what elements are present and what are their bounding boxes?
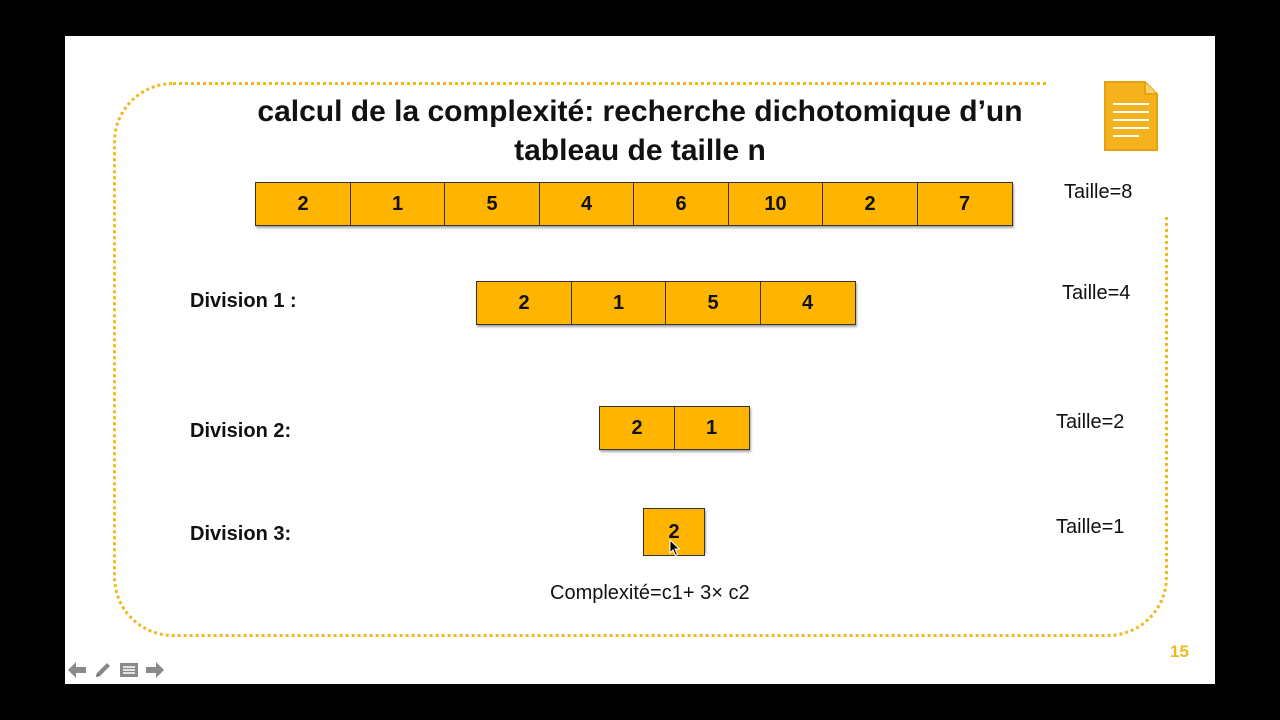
page-number: 15 [1170,642,1189,661]
menu-icon[interactable] [118,660,140,680]
full-array [255,182,1013,226]
array-cell: 6 [633,182,729,226]
division-1-label: Division 1 : [190,290,297,312]
document-icon [1103,80,1159,152]
full-size-label: Taille=8 [1064,181,1133,203]
division-2-label: Division 2: [190,420,292,442]
division-1-size: Taille=4 [1062,282,1131,304]
title-line-1: calcul de la complexité: recherche dichotomique d’un [257,95,1023,128]
array-cell: 7 [917,182,1013,226]
division-2-array [599,406,750,450]
pen-icon[interactable] [92,660,114,680]
array-cell: 1 [571,281,667,325]
slide [65,36,1215,684]
division-1-array [476,281,856,325]
array-cell: 4 [760,281,856,325]
array-cell: 2 [599,406,675,450]
title-line-2: tableau de taille n [514,134,766,167]
array-cell: 1 [350,182,446,226]
array-cell: 10 [728,182,824,226]
division-2-size: Taille=2 [1056,411,1125,433]
complexity-formula: Complexité=c1+ 3× c2 [550,582,750,604]
mouse-cursor-icon [669,539,681,557]
array-cell: 1 [674,406,750,450]
array-cell: 5 [444,182,540,226]
array-cell: 4 [539,182,635,226]
division-3-size: Taille=1 [1056,516,1125,538]
slide-title [215,92,1065,170]
prev-arrow-icon[interactable] [66,660,88,680]
array-cell: 2 [643,508,705,556]
presentation-toolbar [66,660,166,680]
array-cell: 2 [476,281,572,325]
array-cell: 2 [822,182,918,226]
division-3-label: Division 3: [190,523,292,545]
next-arrow-icon[interactable] [144,660,166,680]
array-cell: 2 [255,182,351,226]
array-cell: 5 [665,281,761,325]
